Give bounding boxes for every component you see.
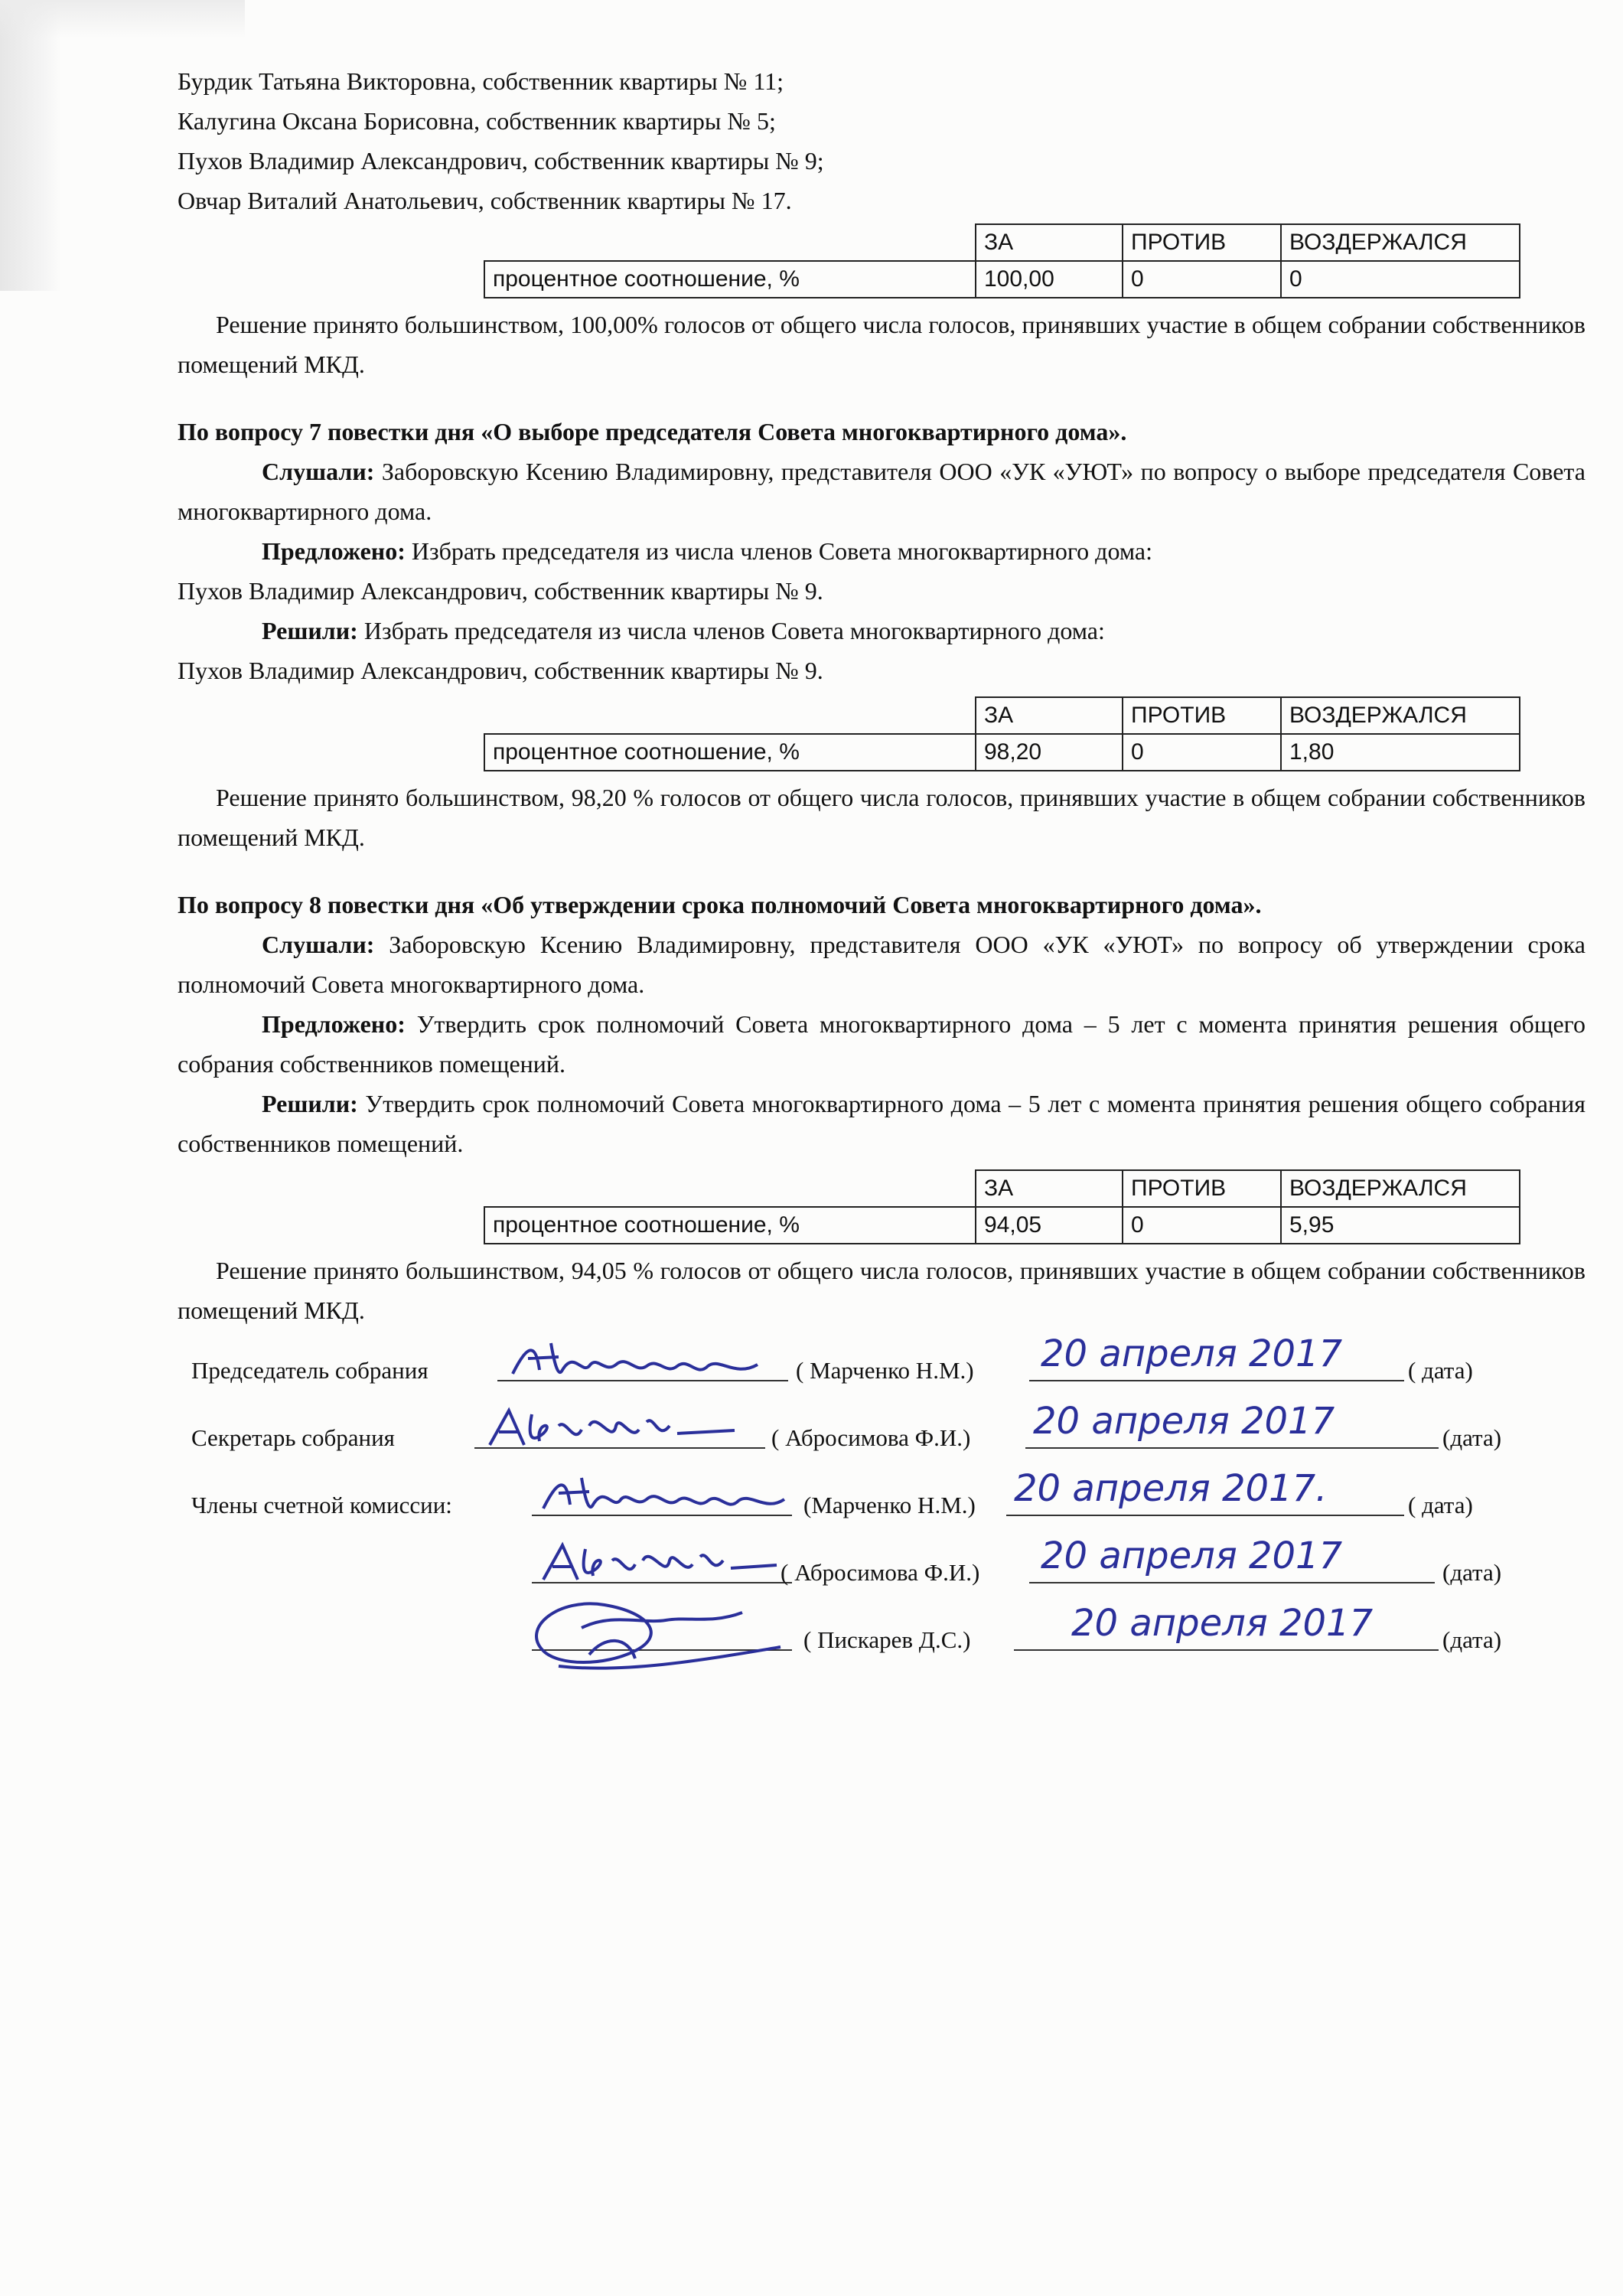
document-page bbox=[178, 61, 1586, 1330]
member-line: Пухов Владимир Александрович, собственник квартиры № 9; bbox=[178, 147, 824, 174]
secretary-date-label: (дата) bbox=[1442, 1424, 1502, 1451]
proposed-label: Предложено: bbox=[262, 537, 406, 565]
signature-block bbox=[191, 1332, 1502, 1672]
commission-3-name: ( Пискарев Д.С.) bbox=[803, 1626, 971, 1653]
chair-name: ( Марченко Н.М.) bbox=[796, 1357, 974, 1384]
vote-table-2 bbox=[484, 696, 1520, 771]
heard-label: Слушали: bbox=[262, 458, 375, 485]
q7-proposed bbox=[178, 531, 1586, 571]
header-za: ЗА bbox=[976, 1170, 1123, 1207]
decision-text: Решение принято большинством, 94,05 % голосов от общего числа голосов, принявших участие в общем собрании собственников помещений МКД. bbox=[178, 1257, 1586, 1324]
decided-text: Избрать председателя из числа членов Совета многоквартирного дома: bbox=[357, 617, 1105, 644]
scan-shadow bbox=[0, 0, 61, 291]
secretary-signature bbox=[482, 1403, 765, 1456]
commission-2-handwritten-date: 20 апреля 2017 bbox=[1041, 1534, 1343, 1577]
decision-text: Решение принято большинством, 98,20 % голосов от общего числа голосов, принявших участие в общем собрании собственников помещений МКД. bbox=[178, 784, 1586, 851]
value-against: 0 bbox=[1123, 1207, 1281, 1244]
header-against: ПРОТИВ bbox=[1123, 697, 1281, 734]
chair-signature bbox=[505, 1336, 788, 1389]
commission-1-name: (Марченко Н.М.) bbox=[803, 1492, 976, 1518]
value-against: 0 bbox=[1123, 261, 1281, 298]
secretary-signature-row bbox=[191, 1400, 1502, 1470]
decided-label: Решили: bbox=[262, 1090, 358, 1117]
heard-text: Заборовскую Ксению Владимировну, представителя ООО «УК «УЮТ» по вопросу о выборе председателя Совета многоквартирного дома. bbox=[178, 458, 1586, 525]
header-abstain: ВОЗДЕРЖАЛСЯ bbox=[1281, 1170, 1520, 1207]
chair-signature-row bbox=[191, 1332, 1492, 1403]
q7-proposed-person: Пухов Владимир Александрович, собственник квартиры № 9. bbox=[178, 577, 823, 605]
commission-1-date-label: ( дата) bbox=[1408, 1492, 1473, 1518]
row-label: процентное соотношение, % bbox=[484, 1207, 976, 1244]
q7-heard bbox=[178, 452, 1586, 531]
q7-decided-person: Пухов Владимир Александрович, собственник квартиры № 9. bbox=[178, 657, 823, 684]
commission-1-signature bbox=[536, 1470, 796, 1524]
value-abstain: 1,80 bbox=[1281, 734, 1520, 771]
header-abstain: ВОЗДЕРЖАЛСЯ bbox=[1281, 224, 1520, 261]
header-against: ПРОТИВ bbox=[1123, 224, 1281, 261]
value-against: 0 bbox=[1123, 734, 1281, 771]
value-abstain: 0 bbox=[1281, 261, 1520, 298]
chair-handwritten-date: 20 апреля 2017 bbox=[1041, 1332, 1343, 1375]
commission-row-2 bbox=[191, 1534, 1502, 1605]
value-za: 94,05 bbox=[976, 1207, 1123, 1244]
scan-shadow-top bbox=[0, 0, 245, 38]
header-abstain: ВОЗДЕРЖАЛСЯ bbox=[1281, 697, 1520, 734]
member-line: Калугина Оксана Борисовна, собственник квартиры № 5; bbox=[178, 107, 776, 135]
value-za: 98,20 bbox=[976, 734, 1123, 771]
chair-date-label: ( дата) bbox=[1408, 1357, 1473, 1384]
commission-3-handwritten-date: 20 апреля 2017 bbox=[1071, 1602, 1374, 1645]
commission-label: Члены счетной комиссии: bbox=[191, 1492, 452, 1518]
proposed-text: Утвердить срок полномочий Совета многоквартирного дома – 5 лет с момента принятия решения общего собрания собственников помещений. bbox=[178, 1010, 1586, 1078]
heard-text: Заборовскую Ксению Владимировну, представителя ООО «УК «УЮТ» по вопросу об утверждении срока полномочий Совета многоквартирного дома. bbox=[178, 931, 1586, 998]
proposed-label: Предложено: bbox=[262, 1010, 406, 1038]
commission-2-date-label: (дата) bbox=[1442, 1559, 1502, 1586]
q8-decided bbox=[178, 1084, 1586, 1163]
question-7-heading: По вопросу 7 повестки дня «О выборе председателя Совета многоквартирного дома». bbox=[178, 418, 1127, 445]
secretary-name: ( Абросимова Ф.И.) bbox=[771, 1424, 971, 1451]
heard-label: Слушали: bbox=[262, 931, 375, 958]
header-za: ЗА bbox=[976, 697, 1123, 734]
secretary-label: Секретарь собрания bbox=[191, 1424, 395, 1451]
header-against: ПРОТИВ bbox=[1123, 1170, 1281, 1207]
row-label: процентное соотношение, % bbox=[484, 734, 976, 771]
value-abstain: 5,95 bbox=[1281, 1207, 1520, 1244]
header-za: ЗА bbox=[976, 224, 1123, 261]
member-line: Овчар Виталий Анатольевич, собственник квартиры № 17. bbox=[178, 187, 792, 214]
proposed-text: Избрать председателя из числа членов Совета многоквартирного дома: bbox=[405, 537, 1152, 565]
commission-row-3 bbox=[191, 1602, 1502, 1672]
q8-heard bbox=[178, 925, 1586, 1004]
member-line: Бурдик Татьяна Викторовна, собственник квартиры № 11; bbox=[178, 67, 784, 95]
vote-table-wrap bbox=[178, 696, 1586, 771]
chair-label: Председатель собрания bbox=[191, 1357, 429, 1384]
decided-text: Утвердить срок полномочий Совета многоквартирного дома – 5 лет с момента принятия решения общего собрания собственников помещений. bbox=[178, 1090, 1586, 1157]
commission-3-signature bbox=[513, 1582, 796, 1681]
commission-row-1 bbox=[191, 1467, 1492, 1538]
value-za: 100,00 bbox=[976, 261, 1123, 298]
secretary-handwritten-date: 20 апреля 2017 bbox=[1033, 1400, 1335, 1443]
q8-proposed bbox=[178, 1004, 1586, 1084]
vote-table-wrap bbox=[178, 223, 1586, 298]
vote-table-wrap bbox=[178, 1169, 1586, 1244]
decided-label: Решили: bbox=[262, 617, 358, 644]
commission-3-date-label: (дата) bbox=[1442, 1626, 1502, 1653]
commission-2-name: ( Абросимова Ф.И.) bbox=[781, 1559, 980, 1586]
commission-1-handwritten-date: 20 апреля 2017. bbox=[1014, 1467, 1328, 1510]
decision-text: Решение принято большинством, 100,00% голосов от общего числа голосов, принявших участие в общем собрании собственников помещений МКД. bbox=[178, 311, 1586, 378]
question-8-heading: По вопросу 8 повестки дня «Об утверждении срока полномочий Совета многоквартирного дома». bbox=[178, 891, 1262, 918]
vote-table-1 bbox=[484, 223, 1520, 298]
q7-decided bbox=[178, 611, 1586, 651]
vote-table-3 bbox=[484, 1169, 1520, 1244]
row-label: процентное соотношение, % bbox=[484, 261, 976, 298]
